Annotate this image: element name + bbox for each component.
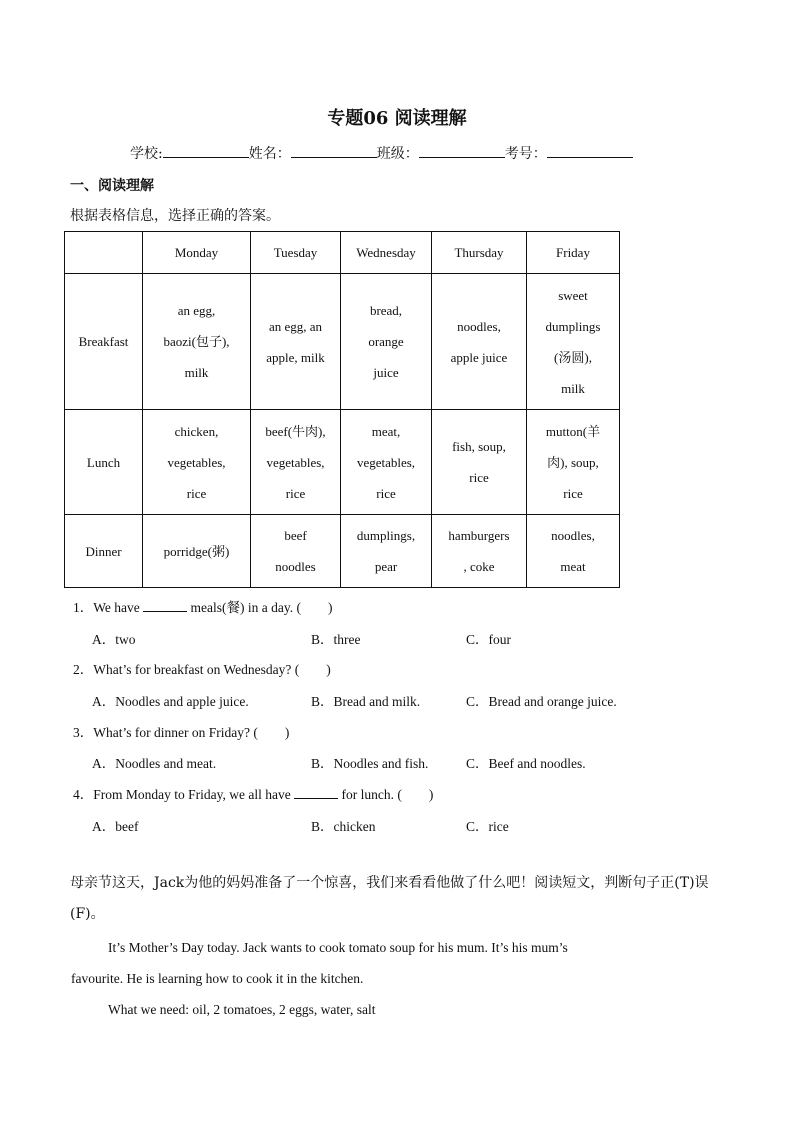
table-header-cell: Friday [527,232,620,274]
table-cell: an egg, an apple, milk [251,274,341,410]
option-b[interactable]: B．chicken [311,819,376,834]
class-blank[interactable] [419,143,505,158]
option-c[interactable]: C．rice [466,819,509,834]
table-header-cell: Wednesday [341,232,432,274]
option-b[interactable]: B．Bread and milk. [311,694,421,709]
option-a[interactable]: A．Noodles and apple juice. [92,694,249,709]
table-cell: meat, vegetables, rice [341,410,432,515]
passage-line: favourite. He is learning how to cook it in the kitchen. [71,971,364,986]
table-cell: fish, soup, rice [432,410,527,515]
table-cell: noodles, apple juice [432,274,527,410]
question-2 [73,658,331,678]
table-header-cell: Thursday [432,232,527,274]
question-text: What’s for breakfast on Wednesday? ( ) [93,662,331,677]
name-label: 姓名： [248,146,291,162]
table-cell: chicken, vegetables, rice [143,410,251,515]
option-a[interactable]: A．beef [92,819,139,834]
question-number: 1． [73,600,94,615]
question-text: for lunch. ( ) [341,787,434,802]
answer-blank[interactable] [143,599,187,612]
row-header-cell: Dinner [65,515,143,588]
question-text: What’s for dinner on Friday? ( ) [93,725,290,740]
student-info-line [130,143,633,163]
table-row [65,274,620,410]
option-a[interactable]: A．two [92,632,136,647]
exam-no-blank[interactable] [547,143,633,158]
option-b[interactable]: B．Noodles and fish. [311,756,429,771]
answer-blank[interactable] [294,786,338,799]
table-header-cell: Monday [143,232,251,274]
class-label: 班级： [376,146,419,162]
table-cell: noodles, meat [527,515,620,588]
passage-line: It’s Mother’s Day today. Jack wants to cook tomato soup for his mum. It’s his mum’s [108,940,568,955]
reading-intro: 母亲节这天，Jack为他的妈妈准备了一个惊喜，我们来看看他做了什么吧！阅读短文，判断句子正(T)误(F)。 [70,875,709,922]
table-cell: hamburgers , coke [432,515,527,588]
question-text: We have [93,600,140,615]
question-1 [73,596,332,616]
name-blank[interactable] [291,143,377,158]
table-cell: porridge(粥) [143,515,251,588]
question-4 [73,783,433,803]
passage-line: What we need: oil, 2 tomatoes, 2 eggs, water, salt [108,1002,376,1017]
table-header-row [65,232,620,274]
question-text: From Monday to Friday, we all have [93,787,291,802]
table-row [65,410,620,515]
page-title: 专题06 阅读理解 [327,108,467,129]
question-number: 3． [73,725,94,740]
option-b[interactable]: B．three [311,632,361,647]
question-text: meals(餐) in a day. ( ) [190,600,333,615]
option-a[interactable]: A．Noodles and meat. [92,756,217,771]
question-number: 2． [73,662,94,677]
menu-table [64,231,620,588]
table-cell: bread, orange juice [341,274,432,410]
row-header-cell: Lunch [65,410,143,515]
table-cell: beef(牛肉), vegetables, rice [251,410,341,515]
table-header-cell: Tuesday [251,232,341,274]
option-c[interactable]: C．four [466,632,511,647]
table-header-cell [65,232,143,274]
section-instruction: 根据表格信息，选择正确的答案。 [70,208,280,224]
option-c[interactable]: C．Bread and orange juice. [466,694,617,709]
school-label: 学校: [130,146,163,162]
table-cell: mutton(羊 肉), soup, rice [527,410,620,515]
row-header-cell: Breakfast [65,274,143,410]
table-cell: an egg, baozi(包子), milk [143,274,251,410]
exam-no-label: 考号： [504,146,547,162]
table-cell: beef noodles [251,515,341,588]
question-3 [73,721,289,741]
question-number: 4． [73,787,94,802]
school-blank[interactable] [163,143,249,158]
section-heading: 一、阅读理解 [70,178,154,194]
option-c[interactable]: C．Beef and noodles. [466,756,586,771]
table-cell: sweet dumplings (汤圆), milk [527,274,620,410]
table-row [65,515,620,588]
table-cell: dumplings, pear [341,515,432,588]
